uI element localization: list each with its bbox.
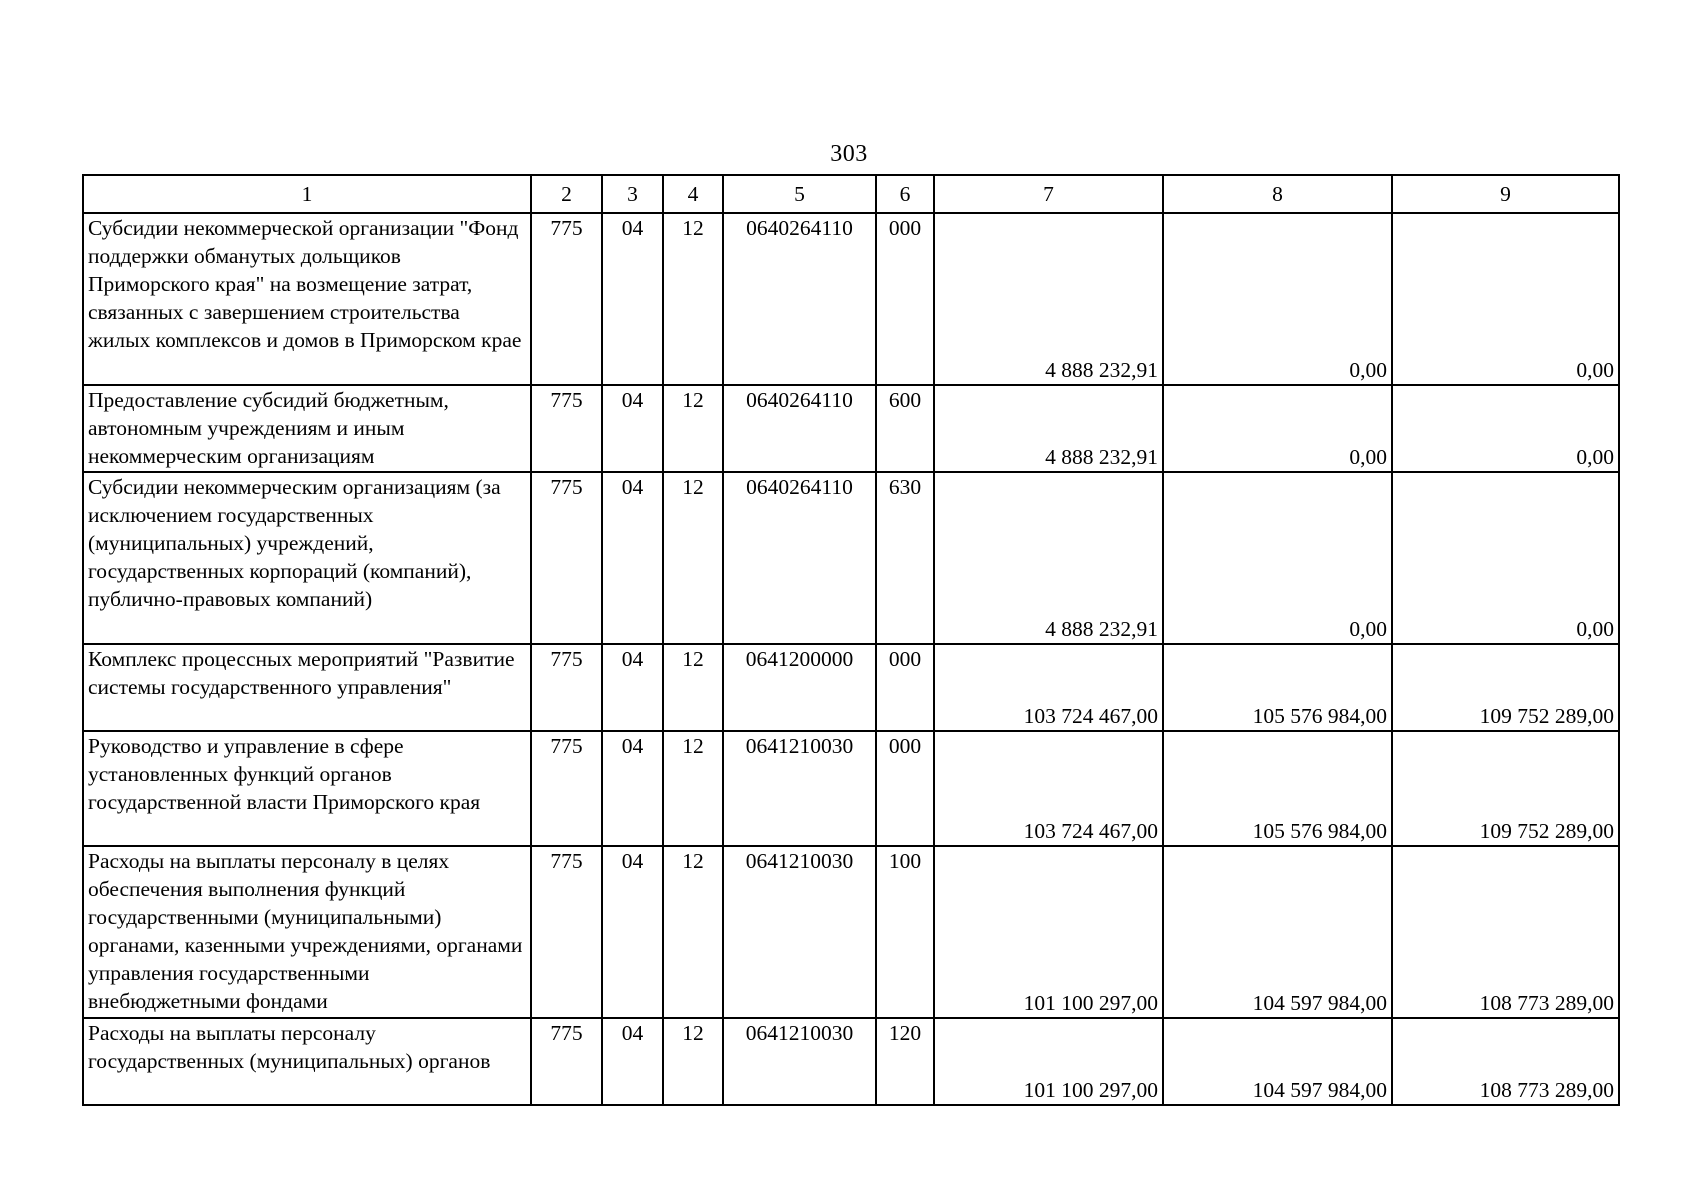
code-col-6: 120 bbox=[876, 1018, 934, 1105]
code-col-5: 0641210030 bbox=[723, 731, 876, 846]
amount-col-7: 101 100 297,00 bbox=[934, 1018, 1163, 1105]
code-col-3: 04 bbox=[602, 644, 663, 731]
code-col-5: 0640264110 bbox=[723, 213, 876, 385]
amount-col-9: 109 752 289,00 bbox=[1392, 731, 1619, 846]
code-col-3: 04 bbox=[602, 846, 663, 1018]
amount-col-9: 0,00 bbox=[1392, 472, 1619, 644]
amount-col-8: 105 576 984,00 bbox=[1163, 644, 1392, 731]
code-col-5: 0641200000 bbox=[723, 644, 876, 731]
code-col-3: 04 bbox=[602, 213, 663, 385]
table-row bbox=[83, 846, 1619, 1018]
code-col-6: 000 bbox=[876, 644, 934, 731]
code-col-3: 04 bbox=[602, 472, 663, 644]
table-row bbox=[83, 1018, 1619, 1105]
row-name: Субсидии некоммерческим организациям (за исключением государственных (муниципальных) учреждений, государственных корпораций (компаний), публично-правовых компаний) bbox=[83, 472, 531, 644]
table-header bbox=[83, 175, 1619, 213]
amount-col-8: 105 576 984,00 bbox=[1163, 731, 1392, 846]
amount-col-9: 0,00 bbox=[1392, 213, 1619, 385]
column-header: 8 bbox=[1163, 175, 1392, 213]
amount-col-7: 4 888 232,91 bbox=[934, 213, 1163, 385]
table-row bbox=[83, 213, 1619, 385]
code-col-2: 775 bbox=[531, 1018, 602, 1105]
code-col-4: 12 bbox=[663, 846, 723, 1018]
code-col-4: 12 bbox=[663, 385, 723, 472]
table-row bbox=[83, 731, 1619, 846]
code-col-3: 04 bbox=[602, 1018, 663, 1105]
code-col-6: 100 bbox=[876, 846, 934, 1018]
code-col-2: 775 bbox=[531, 731, 602, 846]
column-header: 1 bbox=[83, 175, 531, 213]
row-name: Расходы на выплаты персоналу государственных (муниципальных) органов bbox=[83, 1018, 531, 1105]
column-header: 3 bbox=[602, 175, 663, 213]
amount-col-8: 104 597 984,00 bbox=[1163, 1018, 1392, 1105]
column-header: 5 bbox=[723, 175, 876, 213]
budget-table bbox=[82, 174, 1620, 1106]
code-col-5: 0641210030 bbox=[723, 846, 876, 1018]
code-col-6: 000 bbox=[876, 731, 934, 846]
amount-col-9: 108 773 289,00 bbox=[1392, 846, 1619, 1018]
amount-col-7: 101 100 297,00 bbox=[934, 846, 1163, 1018]
column-header: 9 bbox=[1392, 175, 1619, 213]
column-header: 4 bbox=[663, 175, 723, 213]
amount-col-9: 108 773 289,00 bbox=[1392, 1018, 1619, 1105]
code-col-6: 600 bbox=[876, 385, 934, 472]
code-col-5: 0641210030 bbox=[723, 1018, 876, 1105]
row-name: Расходы на выплаты персоналу в целях обеспечения выполнения функций государственными (муниципальными) органами, казенными учреждениями, органами управления государственными внебюджетными фондами bbox=[83, 846, 531, 1018]
column-header: 2 bbox=[531, 175, 602, 213]
amount-col-7: 4 888 232,91 bbox=[934, 472, 1163, 644]
code-col-2: 775 bbox=[531, 846, 602, 1018]
amount-col-7: 103 724 467,00 bbox=[934, 644, 1163, 731]
code-col-2: 775 bbox=[531, 472, 602, 644]
header-row bbox=[83, 175, 1619, 213]
row-name: Предоставление субсидий бюджетным, автономным учреждениям и иным некоммерческим организациям bbox=[83, 385, 531, 472]
amount-col-8: 104 597 984,00 bbox=[1163, 846, 1392, 1018]
code-col-4: 12 bbox=[663, 731, 723, 846]
code-col-6: 000 bbox=[876, 213, 934, 385]
table-row bbox=[83, 385, 1619, 472]
column-header: 6 bbox=[876, 175, 934, 213]
amount-col-8: 0,00 bbox=[1163, 385, 1392, 472]
code-col-5: 0640264110 bbox=[723, 472, 876, 644]
row-name: Руководство и управление в сфере установленных функций органов государственной власти Приморского края bbox=[83, 731, 531, 846]
amount-col-9: 0,00 bbox=[1392, 385, 1619, 472]
code-col-5: 0640264110 bbox=[723, 385, 876, 472]
column-header: 7 bbox=[934, 175, 1163, 213]
code-col-3: 04 bbox=[602, 385, 663, 472]
code-col-2: 775 bbox=[531, 644, 602, 731]
amount-col-8: 0,00 bbox=[1163, 472, 1392, 644]
row-name: Комплекс процессных мероприятий "Развитие системы государственного управления" bbox=[83, 644, 531, 731]
code-col-4: 12 bbox=[663, 644, 723, 731]
amount-col-9: 109 752 289,00 bbox=[1392, 644, 1619, 731]
code-col-4: 12 bbox=[663, 1018, 723, 1105]
amount-col-8: 0,00 bbox=[1163, 213, 1392, 385]
page-number: 303 bbox=[830, 141, 868, 167]
row-name: Субсидии некоммерческой организации "Фонд поддержки обманутых дольщиков Приморского края" на возмещение затрат, связанных с завершением строительства жилых комплексов и домов в Приморском крае bbox=[83, 213, 531, 385]
code-col-4: 12 bbox=[663, 472, 723, 644]
table-body bbox=[83, 213, 1619, 1105]
code-col-4: 12 bbox=[663, 213, 723, 385]
code-col-6: 630 bbox=[876, 472, 934, 644]
table-row bbox=[83, 644, 1619, 731]
code-col-2: 775 bbox=[531, 213, 602, 385]
code-col-3: 04 bbox=[602, 731, 663, 846]
table-row bbox=[83, 472, 1619, 644]
code-col-2: 775 bbox=[531, 385, 602, 472]
amount-col-7: 4 888 232,91 bbox=[934, 385, 1163, 472]
amount-col-7: 103 724 467,00 bbox=[934, 731, 1163, 846]
